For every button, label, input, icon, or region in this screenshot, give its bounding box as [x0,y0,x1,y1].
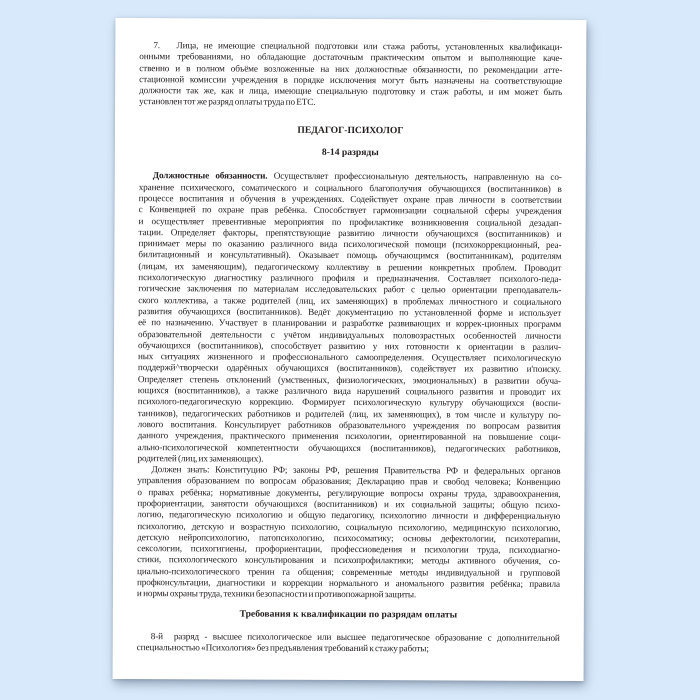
document-paper [113,18,587,681]
text-line: ского коллектива, а также родителей (лиц, их заменяющих) в проблемах личностного и социального [138,294,562,307]
text-line: обучающихся (воспитанников), способствует развитию у них готовности к ориентации в различ- [137,339,562,352]
grade-range-heading: 8-14 разряды [321,146,379,159]
text-line: родителей (лиц, их заменяющих). [137,452,264,464]
text-line: данного учреждения, практического применения психологии, ориентированной на повышение соци- [137,430,561,443]
text-line: должности так же, как и лица, имеющие специальную подготовку и стаж работы, и им может быть [139,85,563,98]
text-line: гогические заключения по материалам исследовательских работ с целью ориентации преподаватель- [138,283,562,296]
text-line: процессе воспитания и обучения в учреждениях. Содействует охране прав личности в соответствии [138,193,562,205]
text-line: лового воспитания. Консультирует работников образовательного учреждения по вопросам развития [137,418,561,431]
text-line: и осуществляет превентивные мероприятия по профилактике возникновения социальной дезадап- [138,215,562,228]
text-line: онными требованиями, но обладающие достаточным практическим опытом и выполняющие каче- [139,51,563,64]
text-line: профконсультации, диагностики и коррекции нормального и аномального развития ребёнка; правила [136,577,561,589]
text-line: сексологии, психогигиены, профориентации, профессиоведения и психологии труда, психодиагно- [137,543,561,556]
text-line: профориентации, занятости обучающихся (воспитанников) и их социальной защиты; общую психо- [137,498,561,510]
text-line: психологию, детскую и возрастную психологию, социальную психологию, медицинскую психологию, [137,520,561,533]
text-line: её по назначению. Участвует в планировании и разработке развивающих и коррек-ционных программ [138,317,562,330]
document-title: ПЕДАГОГ-ПСИХОЛОГ [297,124,404,137]
text-line: Определяет степень отклонений (умственных, физиологических, эмоциональных) в развитии обуча- [137,373,561,386]
text-line: ных ситуациях жизненного и профессионального самоопределения. Осуществляет психологическую [137,351,561,364]
text-line: с Конвенцией по охране прав ребёнка. Способствует гармонизации социальной сферы учреждения [138,204,562,217]
text-line: образовательной деятельности с учётом индивидуальных половозрастных особенностей личности [138,328,562,341]
text-line: стационной комиссии учреждения в порядке исключения могут быть назначены на соответствующие [139,73,563,86]
text-line: 8-й разряд - высшее психологическое или высшее педагогическое образование с дополнительной [150,631,560,643]
text-line: детскую нейропсихологию, патопсихологию, психосоматику; основы дефектологии, психотерапии, [137,531,561,544]
text-line: управления образованием по вопросам образования; Декларацию прав и свобод человека; Конвенцию [137,475,561,488]
text-line: ально-психологической компетентности обучающихся (воспитанников), педагогических работников, [137,441,561,454]
text-line: психолого-педагогическую коррекцию. Формирует психологическую культуру обучающихся (воспи- [137,396,561,409]
text-line: стики, психологического консультирования и психопрофилактики; методы активного обучения, со- [137,554,561,567]
grade-8-paragraph [137,631,560,655]
paragraph-item-7 [139,40,562,110]
text-line: специальностью «Психология» без предъявления требований к стажу работы; [136,642,429,654]
duties-paragraph [137,170,561,466]
text-line: установлен тот же разряд оплаты труда по ЕТС. [139,96,316,108]
text-line: танников), педагогических работников и родителей (лиц, их заменяющих), в том числе и культуру по- [137,407,561,420]
text-line: психологическую диагностику различного профиля и предназначения. Составляет психолого-педа- [138,272,562,284]
text-line: Должен знать: Конституцию РФ; законы РФ, решения Правительства РФ и федеральных органов [151,464,561,477]
text-line: ственно и в полном объёме возложенные на них должностные обязанности, по рекомендации атте- [139,62,563,75]
must-know-paragraph [137,464,561,601]
text-line: логию, педагогическую психологию и общую педагогику, психологию личности и дифференциальную [137,509,561,522]
text-line: тации. Определяет факторы, препятствующие развитию личности обучающихся (воспитанников) и [138,226,562,239]
qualification-requirements-heading: Требования к квалификации по разрядам оплаты [239,608,458,621]
text-line: (лицам, их заменяющим), педагогическому коллективу в решении конкретных проблем. Проводит [138,260,562,273]
text-line: принимает меры по оказанию различного вида психологической помощи (психокоррекционный, реа- [138,238,562,251]
text-line: о правах ребёнка; нормативные документы, регулирующие вопросы охраны труда, здравоохранения, [137,486,561,499]
text-line: циально-психологического тренин га общения; современные методы индивидуальной и групповой [137,565,561,578]
text-line: развития обучающихся (воспитанников). Ведёт документацию по установленной форме и использует [138,306,562,318]
text-line: поддержй^творчески одарённых обучающихся (воспитанников), содействует их развитию и'поиску. [137,362,561,375]
text-line: и нормы охраны труда, техники безопасности и противопожарной защиты. [136,588,417,600]
text-line: 7. Лица, не имеющие специальной подготовки или стажа работы, установленных квалификаци- [153,40,563,52]
text-line: билитационный и консультативный). Оказывает помощь обучающимся (воспитанникам), родителям [138,249,562,262]
text-line: хранение психического, соматического и социального благополучия обучающихся (воспитанников) в [138,181,562,194]
text-line: Должностные обязанности. Осуществляет профессиональную деятельность, направленную на со- [152,170,562,183]
text-line: ющихся (воспитанников), а также различного вида нарушений социального развития и проводит их [137,385,561,397]
